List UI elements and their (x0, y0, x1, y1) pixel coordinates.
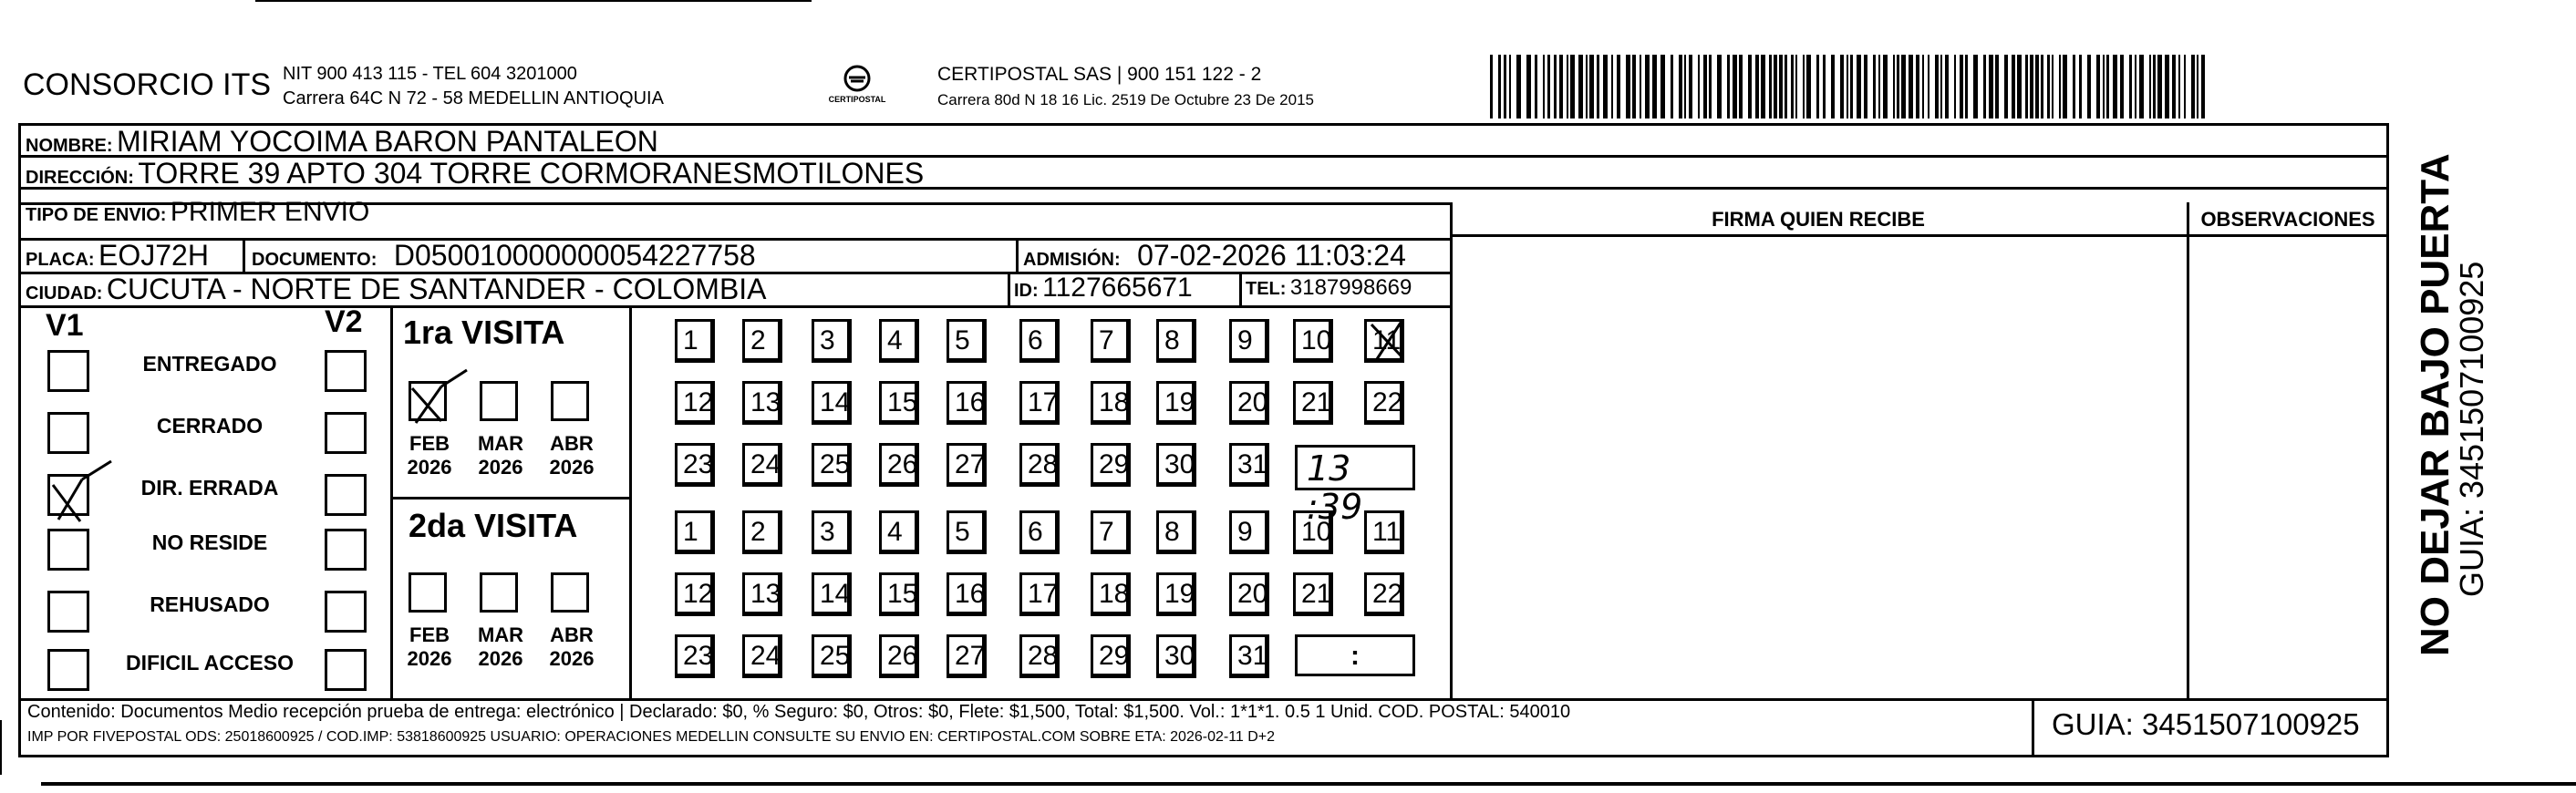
col-divider (2187, 202, 2189, 698)
v1-checkbox[interactable] (47, 591, 89, 633)
tipo-value: PRIMER ENVIO (170, 197, 370, 227)
day-box[interactable]: 21 (1293, 572, 1333, 616)
day-box[interactable]: 14 (812, 572, 852, 616)
placa-value: EOJ72H (98, 239, 209, 272)
v2-checkbox[interactable] (325, 350, 367, 392)
month-year: 2026 (407, 647, 452, 670)
day-box[interactable]: 8 (1156, 319, 1196, 363)
month-name: MAR (477, 623, 524, 646)
status-label: CERRADO (156, 414, 264, 438)
day-box[interactable]: 31 (1229, 443, 1269, 487)
day-box[interactable]: 15 (879, 572, 919, 616)
observaciones-header: OBSERVACIONES (2200, 208, 2375, 231)
first-visit-time-value: 13 :39 (1307, 448, 1363, 527)
day-box[interactable]: 28 (1019, 634, 1060, 678)
col-divider (390, 305, 393, 698)
check-mark-icon (46, 456, 128, 529)
v2-checkbox[interactable] (325, 591, 367, 633)
left-tick (0, 720, 2, 775)
status-label: NO RESIDE (151, 530, 268, 554)
nombre-value: MIRIAM YOCOIMA BARON PANTALEON (117, 125, 658, 158)
month-year: 2026 (549, 456, 595, 479)
ciudad-value: CUCUTA - NORTE DE SANTANDER - COLOMBIA (106, 273, 767, 305)
day-box[interactable]: 16 (947, 381, 987, 425)
month-year: 2026 (549, 647, 595, 670)
day-box[interactable]: 19 (1156, 572, 1196, 616)
col-divider (629, 305, 632, 698)
day-box[interactable]: 4 (879, 510, 919, 554)
month-name: MAR (477, 432, 524, 455)
v2-label: V2 (325, 304, 363, 339)
day-box[interactable]: 20 (1229, 381, 1269, 425)
side-warning: NO DEJAR BAJO PUERTA (2413, 153, 2457, 656)
id-row (1014, 273, 1193, 304)
month-label (398, 432, 461, 479)
day-box[interactable]: 28 (1019, 443, 1060, 487)
visit-divider (390, 497, 629, 499)
first-visit-time (1295, 445, 1415, 527)
day-box[interactable]: 27 (947, 443, 987, 487)
footer-col-divider (2032, 698, 2034, 757)
day-box[interactable]: 1 (675, 510, 715, 554)
tel-label: TEL: (1246, 279, 1287, 299)
admision-value: 07-02-2026 11:03:24 (1137, 239, 1406, 272)
v1-checkbox[interactable] (47, 649, 89, 691)
second-visit-time-value: : (1350, 641, 1360, 671)
month-label (398, 623, 461, 671)
month-name: ABR (550, 432, 594, 455)
day-box[interactable]: 25 (812, 634, 852, 678)
day-box[interactable]: 13 (742, 381, 782, 425)
day-box[interactable]: 8 (1156, 510, 1196, 554)
v1-checkbox[interactable] (47, 350, 89, 392)
col-divider (1239, 272, 1242, 305)
documento-label: DOCUMENTO: (252, 250, 378, 270)
day-box[interactable]: 9 (1229, 319, 1269, 363)
bottom-line (41, 782, 2576, 786)
direccion-row (26, 157, 924, 191)
day-box[interactable]: 7 (1091, 510, 1131, 554)
day-box[interactable]: 30 (1156, 443, 1196, 487)
day-box[interactable]: 3 (812, 510, 852, 554)
footer-imp: IMP POR FIVEPOSTAL ODS: 25018600925 / COD.IMP: 53818600925 USUARIO: OPERACIONES MEDELLIN CONSULTE SU ENVIO EN: CERTIPOSTAL.COM SOBRE ETA: 2026-02-11 D+2 (27, 729, 1276, 745)
day-box[interactable]: 20 (1229, 572, 1269, 616)
day-box[interactable]: 13 (742, 572, 782, 616)
company-address: Carrera 64C N 72 - 58 MEDELLIN ANTIOQUIA (283, 88, 664, 108)
day-box[interactable]: 26 (879, 443, 919, 487)
certipostal-logo (821, 64, 894, 109)
month-label (540, 432, 604, 479)
month-checkbox[interactable] (551, 381, 589, 421)
company-name: CONSORCIO ITS (23, 67, 272, 102)
first-visit-title: 1ra VISITA (403, 314, 565, 351)
day-box[interactable]: 11 (1364, 510, 1404, 554)
documento-row (252, 239, 756, 273)
footer-contenido: Contenido: Documentos Medio recepción prueba de entrega: electrónico | Declarado: $0, % Seguro: $0, Otros: $0, Flete: $1,500, Total: $1,500. Vol.: 1*1*1. 0.5 1 Unid. COD. POSTAL: 540010 (27, 702, 1571, 722)
day-box[interactable]: 12 (675, 572, 715, 616)
v2-checkbox[interactable] (325, 412, 367, 454)
direccion-label: DIRECCIÓN: (26, 168, 134, 188)
col-divider (1450, 202, 1453, 698)
ciudad-row (26, 273, 767, 306)
day-box[interactable]: 17 (1019, 381, 1060, 425)
ciudad-label: CIUDAD: (26, 283, 103, 304)
col-divider (1008, 272, 1010, 305)
day-box[interactable]: 11 (1364, 319, 1404, 363)
day-box[interactable]: 29 (1091, 634, 1131, 678)
check-mark-icon (401, 365, 483, 428)
month-checkbox[interactable] (480, 572, 518, 613)
certipostal-address: Carrera 80d N 18 16 Lic. 2519 De Octubre 23 De 2015 (937, 91, 1314, 108)
month-checkbox[interactable] (480, 381, 518, 421)
check-mark-icon (1364, 315, 1410, 365)
v1-checkbox[interactable] (47, 412, 89, 454)
day-box[interactable]: 6 (1019, 319, 1060, 363)
day-box[interactable]: 21 (1293, 381, 1333, 425)
day-box[interactable]: 30 (1156, 634, 1196, 678)
v1-label: V1 (46, 308, 84, 343)
admision-row (1023, 239, 1406, 273)
day-box[interactable]: 15 (879, 381, 919, 425)
col-divider (1016, 238, 1019, 272)
day-box[interactable]: 18 (1091, 381, 1131, 425)
v2-checkbox[interactable] (325, 529, 367, 571)
firma-header: FIRMA QUIEN RECIBE (1712, 208, 1925, 231)
day-box[interactable]: 26 (879, 634, 919, 678)
day-box[interactable]: 16 (947, 572, 987, 616)
day-box[interactable]: 22 (1364, 381, 1404, 425)
second-visit-time (1295, 634, 1415, 676)
placa-row (26, 239, 209, 273)
status-label: DIR. ERRADA (140, 476, 279, 499)
top-line (255, 0, 812, 2)
status-label: REHUSADO (150, 592, 270, 616)
status-label: ENTREGADO (142, 352, 277, 376)
day-box[interactable]: 7 (1091, 319, 1131, 363)
logo-text: CERTIPOSTAL (828, 95, 886, 104)
row-divider (1450, 234, 2389, 237)
day-box[interactable]: 31 (1229, 634, 1269, 678)
day-box[interactable]: 6 (1019, 510, 1060, 554)
v1-checkbox[interactable] (47, 529, 89, 571)
certipostal-info: CERTIPOSTAL SAS | 900 151 122 - 2 (937, 64, 1262, 85)
id-value: 1127665671 (1042, 273, 1193, 303)
day-box[interactable]: 2 (742, 510, 782, 554)
day-box[interactable]: 27 (947, 634, 987, 678)
month-name: FEB (409, 432, 450, 455)
company-nit: NIT 900 413 115 - TEL 604 3201000 (283, 64, 577, 84)
month-label (469, 623, 533, 671)
day-box[interactable]: 17 (1019, 572, 1060, 616)
v2-checkbox[interactable] (325, 649, 367, 691)
footer-guia: GUIA: 3451507100925 (2052, 707, 2360, 741)
day-box[interactable]: 29 (1091, 443, 1131, 487)
month-year: 2026 (478, 456, 523, 479)
day-box[interactable]: 23 (675, 634, 715, 678)
status-label: DIFICIL ACCESO (125, 651, 294, 675)
day-box[interactable]: 3 (812, 319, 852, 363)
v2-checkbox[interactable] (325, 474, 367, 516)
month-checkbox[interactable] (409, 572, 447, 613)
day-box[interactable]: 24 (742, 443, 782, 487)
tipo-label: TIPO DE ENVIO: (26, 205, 167, 225)
day-box[interactable]: 25 (812, 443, 852, 487)
day-box[interactable]: 19 (1156, 381, 1196, 425)
id-label: ID: (1014, 281, 1039, 301)
day-box[interactable]: 23 (675, 443, 715, 487)
documento-value: D050010000000054227758 (393, 239, 756, 272)
second-visit-title: 2da VISITA (409, 507, 578, 544)
col-divider (243, 238, 245, 272)
day-box[interactable]: 12 (675, 381, 715, 425)
day-box[interactable]: 10 (1293, 510, 1333, 554)
day-box[interactable]: 5 (947, 510, 987, 554)
admision-label: ADMISIÓN: (1023, 250, 1121, 270)
day-box[interactable]: 18 (1091, 572, 1131, 616)
month-label (540, 623, 604, 671)
month-year: 2026 (407, 456, 452, 479)
day-box[interactable]: 2 (742, 319, 782, 363)
day-box[interactable]: 10 (1293, 319, 1333, 363)
day-box[interactable]: 22 (1364, 572, 1404, 616)
tel-row (1246, 275, 1412, 301)
day-box[interactable]: 4 (879, 319, 919, 363)
direccion-value: TORRE 39 APTO 304 TORRE CORMORANESMOTILONES (138, 157, 925, 190)
day-box[interactable]: 24 (742, 634, 782, 678)
tel-value: 3187998669 (1289, 275, 1412, 300)
side-guia: GUIA: 3451507100925 (2453, 261, 2490, 597)
month-checkbox[interactable] (551, 572, 589, 613)
month-name: FEB (409, 623, 450, 646)
day-box[interactable]: 5 (947, 319, 987, 363)
day-box[interactable]: 9 (1229, 510, 1269, 554)
barcode (1488, 55, 2209, 118)
day-box[interactable]: 14 (812, 381, 852, 425)
month-label (469, 432, 533, 479)
placa-label: PLACA: (26, 250, 95, 270)
nombre-row (26, 125, 658, 159)
day-box[interactable]: 1 (675, 319, 715, 363)
nombre-label: NOMBRE: (26, 136, 113, 156)
month-name: ABR (550, 623, 594, 646)
tipo-row (26, 197, 369, 228)
month-year: 2026 (478, 647, 523, 670)
